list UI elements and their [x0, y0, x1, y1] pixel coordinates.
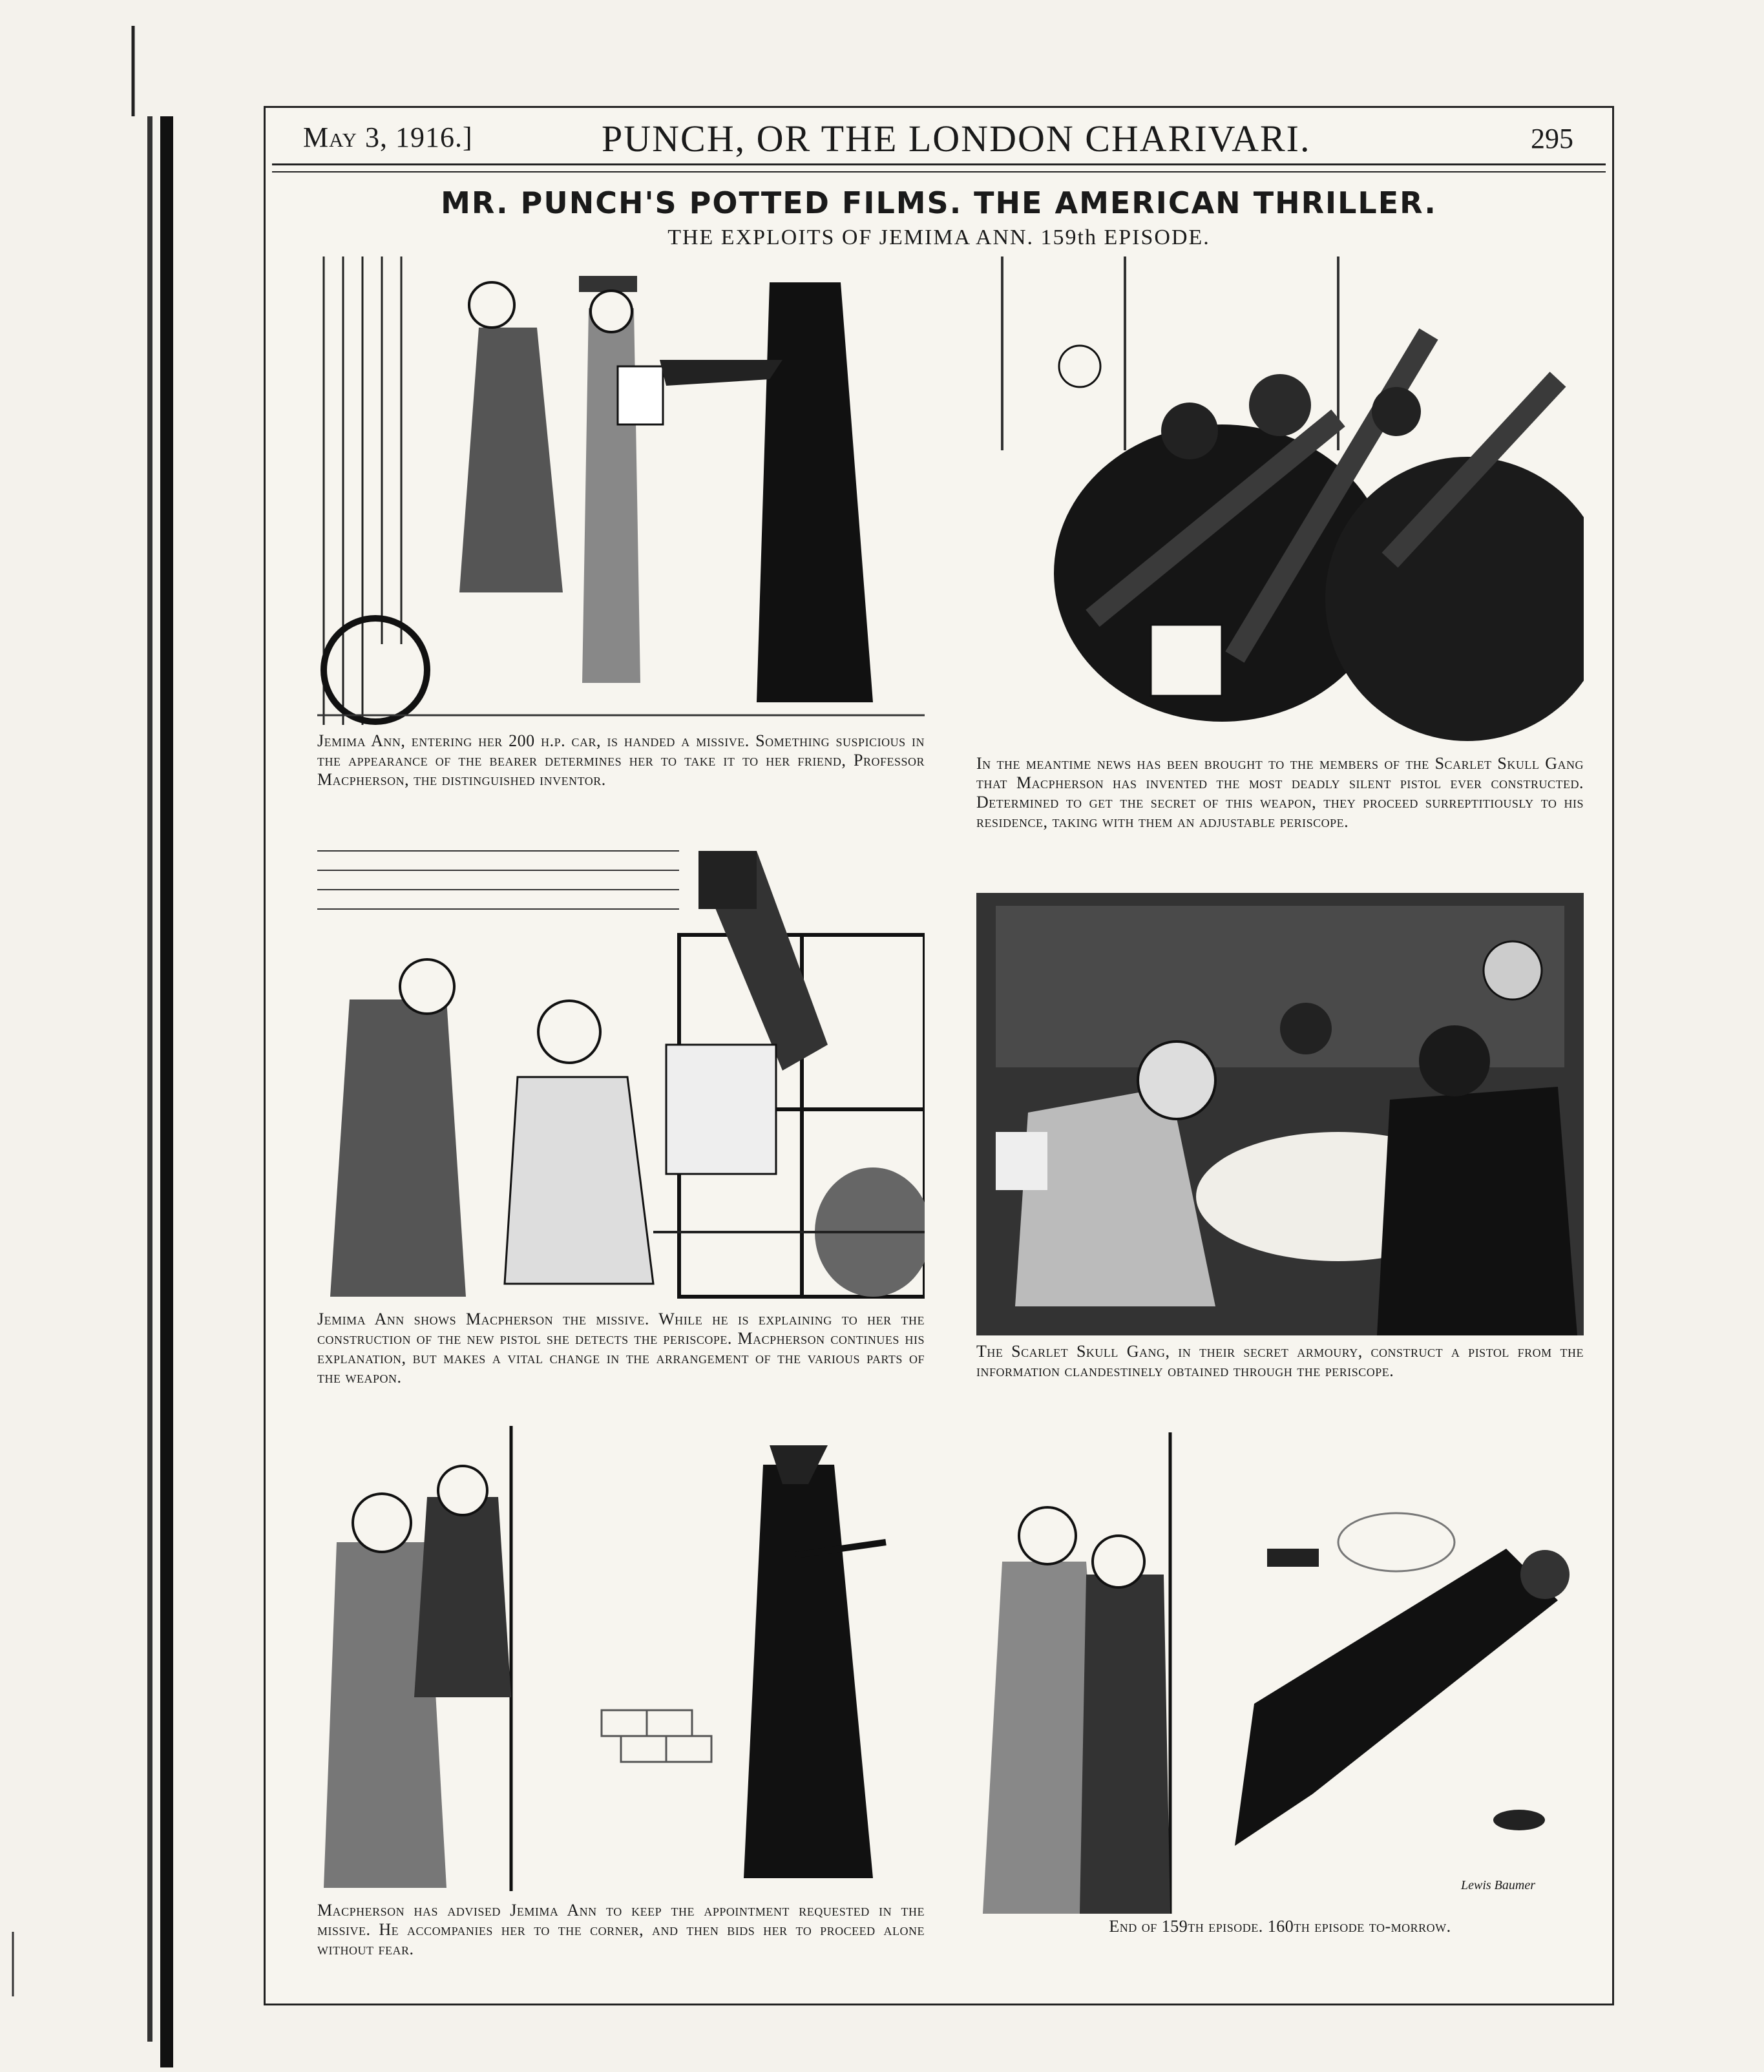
issue-date: May 3, 1916.]: [303, 121, 473, 153]
artist-signature: Lewis Baumer: [1461, 1878, 1535, 1892]
feature-title: MR. PUNCH'S POTTED FILMS. THE AMERICAN THRILLER.: [441, 185, 1437, 220]
cartoon-panel-1: [317, 256, 925, 725]
binding-margin: [0, 0, 194, 2069]
cartoon-panel-3: [317, 832, 925, 1300]
header-rule: [272, 163, 1606, 173]
feature-subtitle: THE EXPLOITS OF JEMIMA ANN. 159th EPISODE.: [667, 225, 1210, 249]
cartoon-panel-4: [976, 893, 1584, 1335]
running-header: [266, 108, 1612, 166]
cartoon-panel-5: [317, 1426, 925, 1891]
caption-panel-5: Macpherson has advised Jemima Ann to keep the appointment requested in the missive. He accompanies her to the corner, and then bids her to proceed alone without fear.: [317, 1901, 925, 1958]
caption-panel-6: End of 159th episode. 160th episode to-morrow.: [1109, 1917, 1451, 1936]
cartoon-panel-2: [976, 256, 1584, 748]
cartoon-panel-6: [976, 1432, 1584, 1914]
caption-panel-1: Jemima Ann, entering her 200 h.p. car, is handed a missive. Something suspicious in the appearance of the bearer determines her to take it to her friend, Professor Macpherson, the distinguished inventor.: [317, 731, 925, 789]
page: [264, 106, 1614, 2005]
page-number: 295: [1531, 123, 1573, 154]
caption-panel-4: The Scarlet Skull Gang, in their secret armoury, construct a pistol from the information clandestinely obtained through the periscope.: [976, 1342, 1584, 1380]
caption-panel-2: In the meantime news has been brought to the members of the Scarlet Skull Gang that Macpherson has invented the most deadly silent pistol ever constructed. Determined to get the secret of this weapon, they proceed surreptitiously to his residence, taking with them an adjustable periscope.: [976, 754, 1584, 831]
publication-title: PUNCH, OR THE LONDON CHARIVARI.: [602, 118, 1311, 160]
caption-panel-3: Jemima Ann shows Macpherson the missive. While he is explaining to her the construction of the new pistol she detects the periscope. Macpherson continues his explanation, but makes a vital change in the arrangement of the various parts of the weapon.: [317, 1310, 925, 1387]
